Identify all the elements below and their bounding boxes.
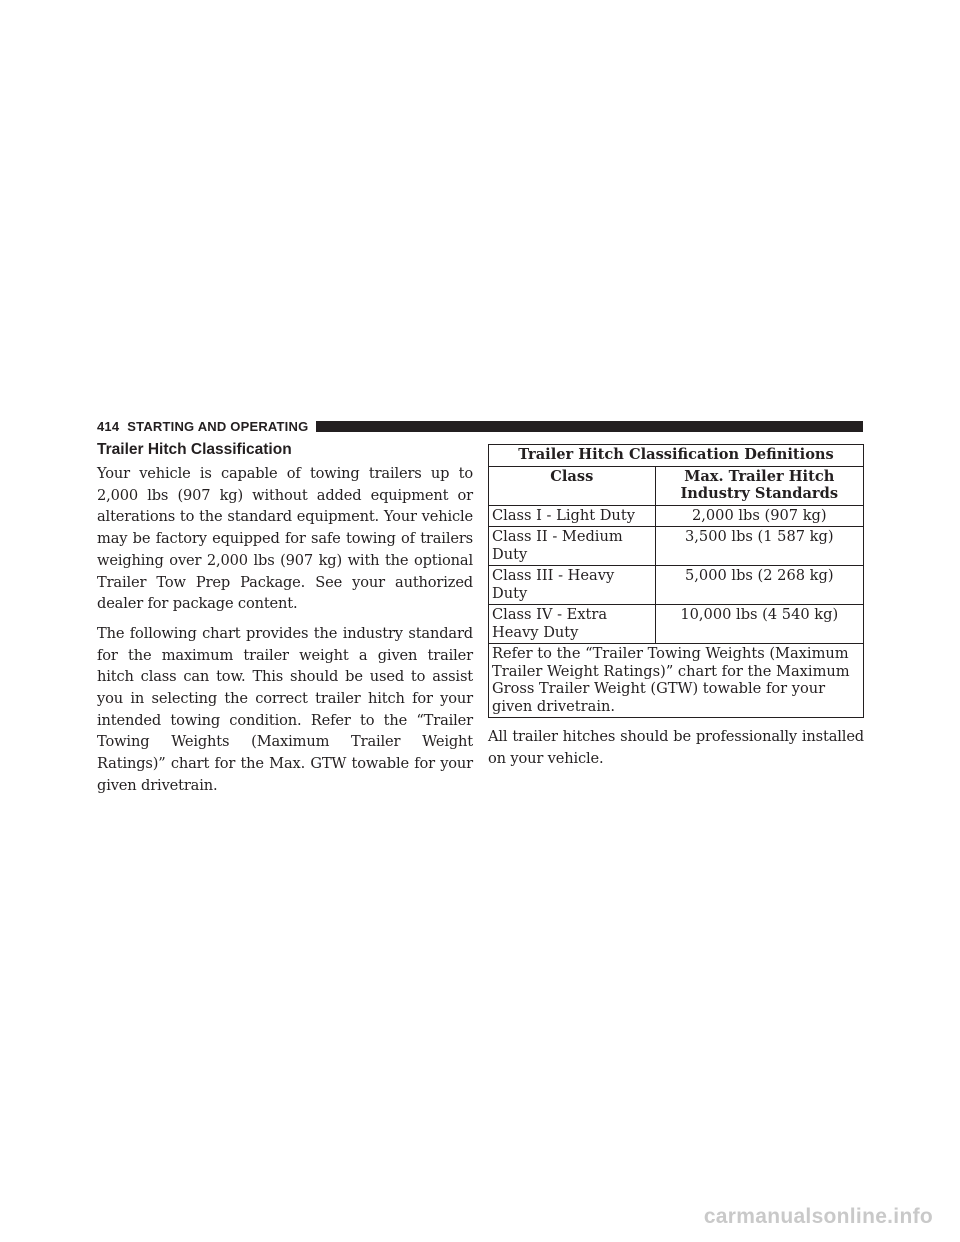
table-row bbox=[489, 605, 864, 644]
class-cell: Class IV - Extra Heavy Duty bbox=[489, 605, 656, 644]
table-footnote: Refer to the “Trailer Towing Weights (Maximum Trailer Weight Ratings)” chart for the Maximum Gross Trailer Weight (GTW) towable for your given drivetrain. bbox=[489, 644, 864, 718]
section-title-header: STARTING AND OPERATING bbox=[127, 418, 309, 434]
table-row bbox=[489, 505, 864, 527]
left-column bbox=[97, 440, 473, 805]
class-cell: Class I - Light Duty bbox=[489, 505, 656, 527]
column-header-class: Class bbox=[489, 466, 656, 505]
paragraph-towing-capability: Your vehicle is capable of towing trailers up to 2,000 lbs (907 kg) without added equipment or alterations to the standard equipment. Your vehicle may be factory equipped for safe towing of trailers weighing over 2,000 lbs (907 kg) with the optional Trailer Tow Prep Package. See your authorized dealer for package content. bbox=[97, 465, 473, 613]
table-title: Trailer Hitch Classification Definitions bbox=[489, 445, 864, 467]
section-heading: Trailer Hitch Classification bbox=[97, 441, 292, 458]
header-rule bbox=[316, 421, 863, 432]
watermark: carmanualsonline.info bbox=[703, 1205, 933, 1228]
page-header bbox=[97, 416, 863, 436]
value-cell: 2,000 lbs (907 kg) bbox=[655, 505, 863, 527]
hitch-classification-table bbox=[488, 444, 864, 718]
value-cell: 3,500 lbs (1 587 kg) bbox=[655, 527, 863, 566]
class-cell: Class III - Heavy Duty bbox=[489, 566, 656, 605]
paragraph-professional-install: All trailer hitches should be professionally installed on your vehicle. bbox=[488, 728, 864, 767]
table-row bbox=[489, 527, 864, 566]
table-footnote-row bbox=[489, 644, 864, 718]
value-cell: 10,000 lbs (4 540 kg) bbox=[655, 605, 863, 644]
column-header-standards: Max. Trailer Hitch Industry Standards bbox=[655, 466, 863, 505]
table-row bbox=[489, 566, 864, 605]
table-header-row bbox=[489, 466, 864, 505]
paragraph-chart-intro: The following chart provides the industry standard for the maximum trailer weight a given trailer hitch class can tow. This should be used to assist you in selecting the correct trailer hitch for your intended towing condition. Refer to the “Trailer Towing Weights (Maximum Trailer Weight Ratings)” chart for the Max. GTW towable for your given drivetrain. bbox=[97, 624, 473, 794]
class-cell: Class II - Medium Duty bbox=[489, 527, 656, 566]
page-number: 414 bbox=[97, 418, 120, 434]
table-title-row bbox=[489, 445, 864, 467]
right-column bbox=[488, 444, 864, 769]
value-cell: 5,000 lbs (2 268 kg) bbox=[655, 566, 863, 605]
